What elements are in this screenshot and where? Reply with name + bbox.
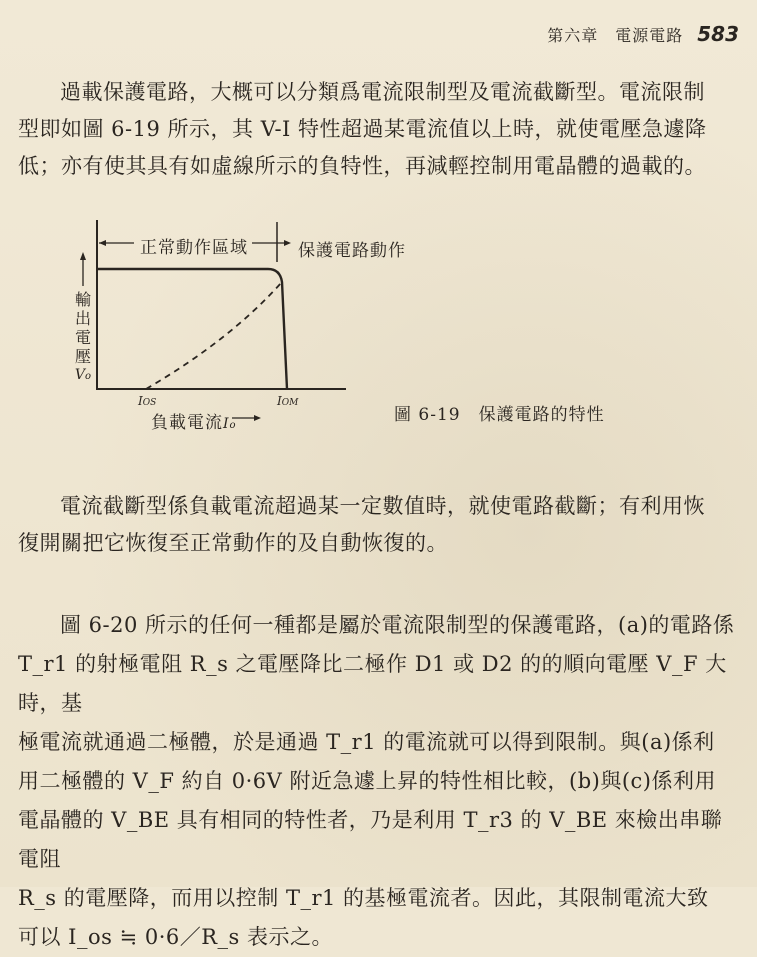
text-line: 可以 I_os ≒ 0·6／R_s 表示之。 — [18, 925, 333, 949]
y-axis-label — [73, 290, 93, 386]
y-label-char: 壓 — [74, 347, 91, 366]
text-line: 型即如圖 6-19 所示，其 V-I 特性超過某電流值以上時，就使電壓急遽降 — [18, 117, 707, 141]
text-line: 電晶體的 V_BE 具有相同的特性者，乃是利用 T_r3 的 V_BE 來檢出串聯電阻 — [18, 808, 723, 871]
text-line: 低；亦有使其具有如虛線所示的負特性，再減輕控制用電晶體的過載的。 — [18, 154, 706, 178]
text-line: R_s 的電壓降，而用以控制 T_r1 的基極電流者。因此，其限制電流大致 — [18, 886, 709, 910]
paragraph-cutoff — [18, 488, 741, 562]
page-number: 583 — [697, 22, 739, 46]
text-line: T_r1 的射極電阻 R_s 之電壓降比二極作 D1 或 D2 的的順向電壓 V_F 大時，基 — [18, 652, 727, 715]
y-label-symbol: Vo — [74, 367, 92, 383]
x-axis-label: 負載電流Io — [151, 413, 237, 433]
y-label-char: 出 — [74, 309, 91, 328]
text-line: 復開關把它恢復至正常動作的及自動恢復的。 — [18, 531, 448, 555]
text-line: 用二極體的 V_F 約自 0·6V 附近急遽上昇的特性相比較，(b)與(c)係利用 — [18, 769, 716, 793]
figure-caption: 圖 6-19 保護電路的特性 — [394, 405, 605, 425]
tick-ios: IOS — [138, 394, 157, 408]
text-line: 過載保護電路，大概可以分類爲電流限制型及電流截斷型。電流限制 — [60, 80, 705, 104]
paragraph-current-limit — [18, 606, 741, 957]
text-line: 電流截斷型係負載電流超過某一定數值時，就使電路截斷；有利用恢 — [60, 494, 705, 518]
tick-iom: IOM — [277, 394, 299, 408]
region-normal-label: 正常動作區域 — [140, 238, 248, 258]
paragraph-overload — [18, 74, 741, 185]
region-protect-label: 保護電路動作 — [298, 241, 406, 261]
page-header — [547, 22, 739, 46]
text-line: 圖 6-20 所示的任何一種都是屬於電流限制型的保護電路，(a)的電路係 — [60, 613, 735, 637]
y-label-char: 輸 — [74, 290, 91, 309]
y-label-char: 電 — [74, 328, 91, 347]
chapter-title: 第六章 電源電路 — [547, 26, 684, 45]
text-line: 極電流就通過二極體，於是通過 T_r1 的電流就可以得到限制。與(a)係利 — [18, 730, 715, 754]
